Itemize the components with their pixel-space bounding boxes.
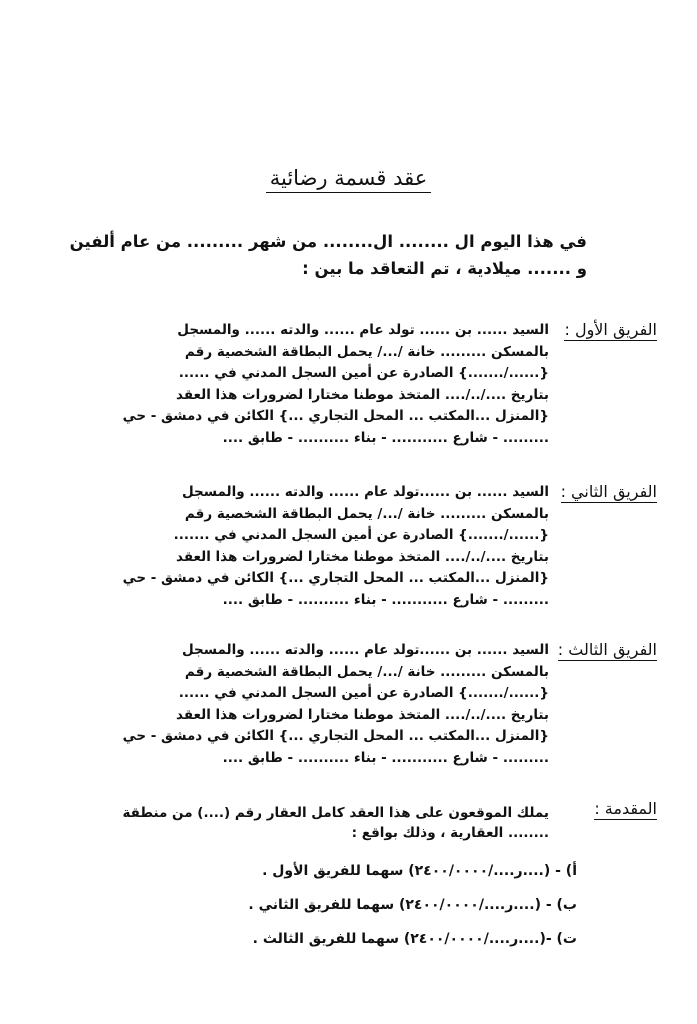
document-title: عقد قسمة رضائية xyxy=(266,166,432,193)
introduction-label: المقدمة : xyxy=(594,799,657,818)
party-first-label: الفريق الأول : xyxy=(564,320,657,339)
intro-paragraph xyxy=(57,228,587,282)
share-item-third: ت) -(....ر..../٢٤٠٠/٠٠٠٠) سهما للفريق الثالث . xyxy=(252,931,577,947)
party-second-body xyxy=(79,482,549,612)
intro-line-1: في هذا اليوم ال ........ ال........ من شهر ......... من عام ألفين xyxy=(69,232,587,251)
intro-line-2: و ....... ميلادية ، تم التعاقد ما بين : xyxy=(302,259,587,278)
party-line: ......... - شارع ........... - بناء .......... - طابق .... xyxy=(222,591,549,608)
party-third-body xyxy=(79,640,549,770)
introduction-line-1: يملك الموقعون على هذا العقد كامل العقار رقم (....) من منطقة xyxy=(122,805,549,821)
party-line: بتاريخ ..../../.... المتخذ موطنا مختارا لضرورات هذا العقد xyxy=(176,706,549,723)
party-line: {المنزل ...المكتب ... المحل التجاري ...} الكائن في دمشق - حي xyxy=(122,408,549,425)
share-item-first: أ) - (....ر..../٢٤٠٠/٠٠٠٠) سهما للفريق الأول . xyxy=(262,863,577,879)
party-line: بتاريخ ..../../.... المتخذ موطنا مختارا لضرورات هذا العقد xyxy=(176,548,549,565)
document-title-block xyxy=(0,166,697,190)
party-line: السيد ...... بن ......تولد عام ...... والدته ...... والمسجل xyxy=(181,484,549,500)
share-item-second: ب) - (....ر..../٢٤٠٠/٠٠٠٠) سهما للفريق الثاني . xyxy=(248,897,577,913)
party-line: السيد ...... بن ...... تولد عام ...... والدته ...... والمسجل xyxy=(177,322,549,338)
party-line: بالمسكن ......... خانة /.../ يحمل البطاقة الشخصية رقم xyxy=(184,505,549,522)
party-line: {....../.......} الصادرة عن أمين السجل المدني في ...... xyxy=(178,685,549,702)
party-line: {المنزل ...المكتب ... المحل التجاري ...} الكائن في دمشق - حي xyxy=(122,570,549,587)
party-line: بالمسكن ......... خانة /.../ يحمل البطاقة الشخصية رقم xyxy=(184,343,549,360)
party-third-label: الفريق الثالث : xyxy=(557,640,657,659)
party-line: {....../.......} الصادرة عن أمين السجل المدني في ....... xyxy=(173,527,549,544)
party-line: السيد ...... بن ......تولد عام ...... والدته ...... والمسجل xyxy=(181,642,549,658)
party-line: ......... - شارع ........... - بناء .......... - طابق .... xyxy=(222,749,549,766)
introduction-line-2: ........ العقارية ، وذلك بواقع : xyxy=(351,825,549,841)
party-second-label: الفريق الثاني : xyxy=(560,482,657,501)
shares-list xyxy=(117,854,577,956)
party-line: ......... - شارع ........... - بناء .......... - طابق .... xyxy=(222,429,549,446)
introduction-body xyxy=(69,803,549,843)
party-line: بالمسكن ......... خانة /.../ يحمل البطاقة الشخصية رقم xyxy=(184,663,549,680)
party-line: {المنزل ...المكتب ... المحل التجاري ...} الكائن في دمشق - حي xyxy=(122,728,549,745)
party-line: {....../.......} الصادرة عن أمين السجل المدني في ...... xyxy=(178,365,549,382)
party-line: بتاريخ ..../../.... المتخذ موطنا مختارا لضرورات هذا العقد xyxy=(176,386,549,403)
party-first-body xyxy=(79,320,549,450)
